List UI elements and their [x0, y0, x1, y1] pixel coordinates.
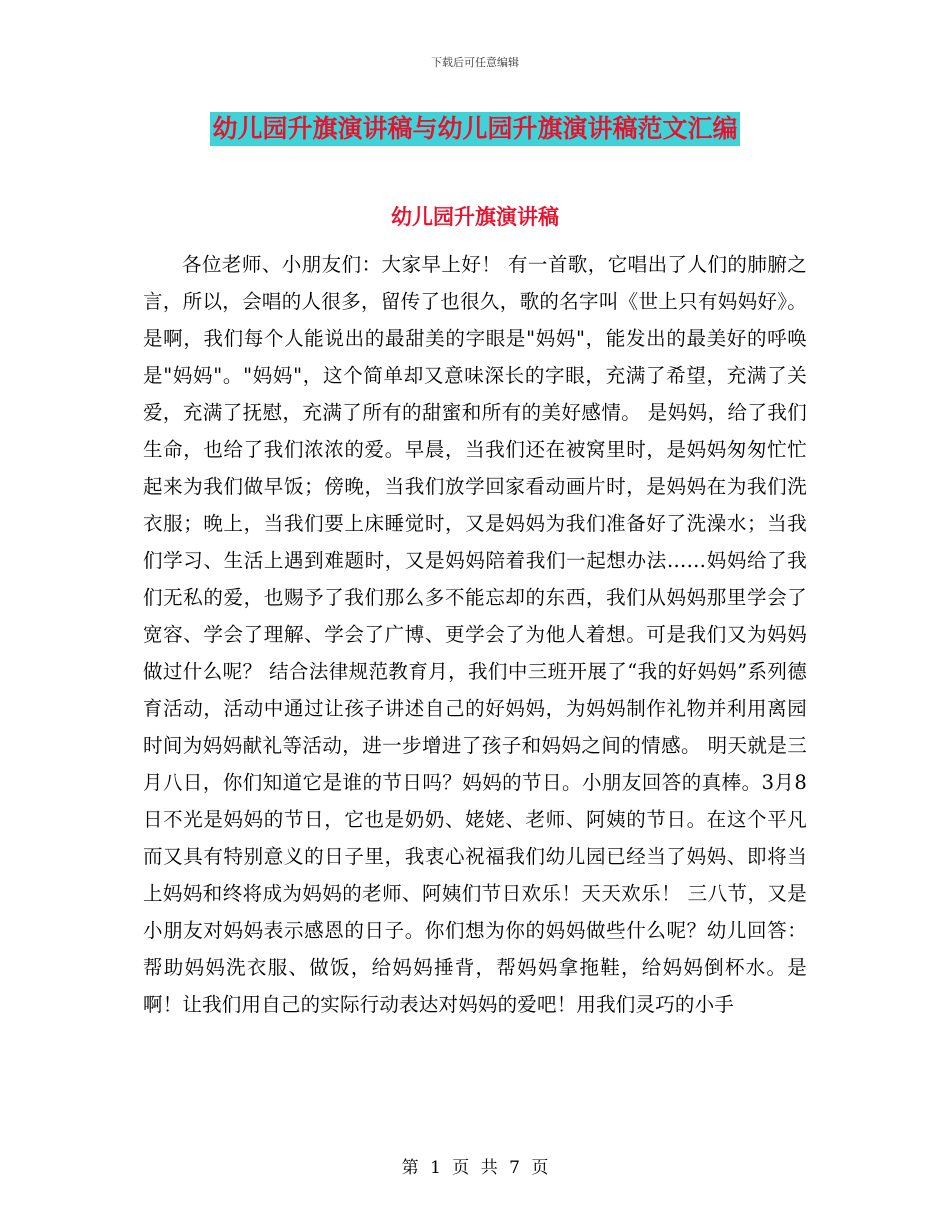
main-title-container: [0, 112, 950, 146]
section-title: 幼儿园升旗演讲稿: [391, 204, 559, 229]
header-note: 下载后可任意编辑: [431, 56, 519, 69]
document-title: 幼儿园升旗演讲稿与幼儿园升旗演讲稿范文汇编: [210, 112, 739, 146]
page-footer: 第 1 页 共 7 页: [401, 1158, 549, 1178]
body-paragraph: 各位老师、小朋友们：大家早上好！ 有一首歌，它唱出了人们的肺腑之言，所以，会唱的人很多，留传了也很久，歌的名字叫《世上只有妈妈好》。 是啊，我们每个人能说出的最甜美的字眼是"妈妈"，能发出的最美好的呼唤是"妈妈"。"妈妈"，这个简单却又意味深长的字眼，充满了希望，充满了关爱，充满了抚慰，充满了所有的甜蜜和所有的美好感情。 是妈妈，给了我们生命，也给了我们浓浓的爱。早晨，当我们还在被窝里时，是妈妈匆匆忙忙起来为我们做早饭；傍晚，当我们放学回家看动画片时，是妈妈在为我们洗衣服；晚上，当我们要上床睡觉时，又是妈妈为我们准备好了洗澡水；当我们学习、生活上遇到难题时，又是妈妈陪着我们一起想办法……妈妈给了我们无私的爱，也赐予了我们那么多不能忘却的东西，我们从妈妈那里学会了宽容、学会了理解、学会了广博、更学会了为他人着想。可是我们又为妈妈做过什么呢？ 结合法律规范教育月，我们中三班开展了“我的好妈妈”系列德育活动，活动中通过让孩子讲述自己的好妈妈，为妈妈制作礼物并利用离园时间为妈妈献礼等活动，进一步增进了孩子和妈妈之间的情感。 明天就是三月八日，你们知道它是谁的节日吗？妈妈的节日。小朋友回答的真棒。3月8日不光是妈妈的节日，它也是奶奶、姥姥、老师、阿姨的节日。在这个平凡而又具有特别意义的日子里，我衷心祝福我们幼儿园已经当了妈妈、即将当上妈妈和终将成为妈妈的老师、阿姨们节日欢乐！天天欢乐！ 三八节，又是小朋友对妈妈表示感恩的日子。你们想为你的妈妈做些什么呢？幼儿回答：帮助妈妈洗衣服、做饭，给妈妈捶背，帮妈妈拿拖鞋，给妈妈倒杯水。是啊！让我们用自己的实际行动表达对妈妈的爱吧！用我们灵巧的小手: [143, 253, 807, 1016]
